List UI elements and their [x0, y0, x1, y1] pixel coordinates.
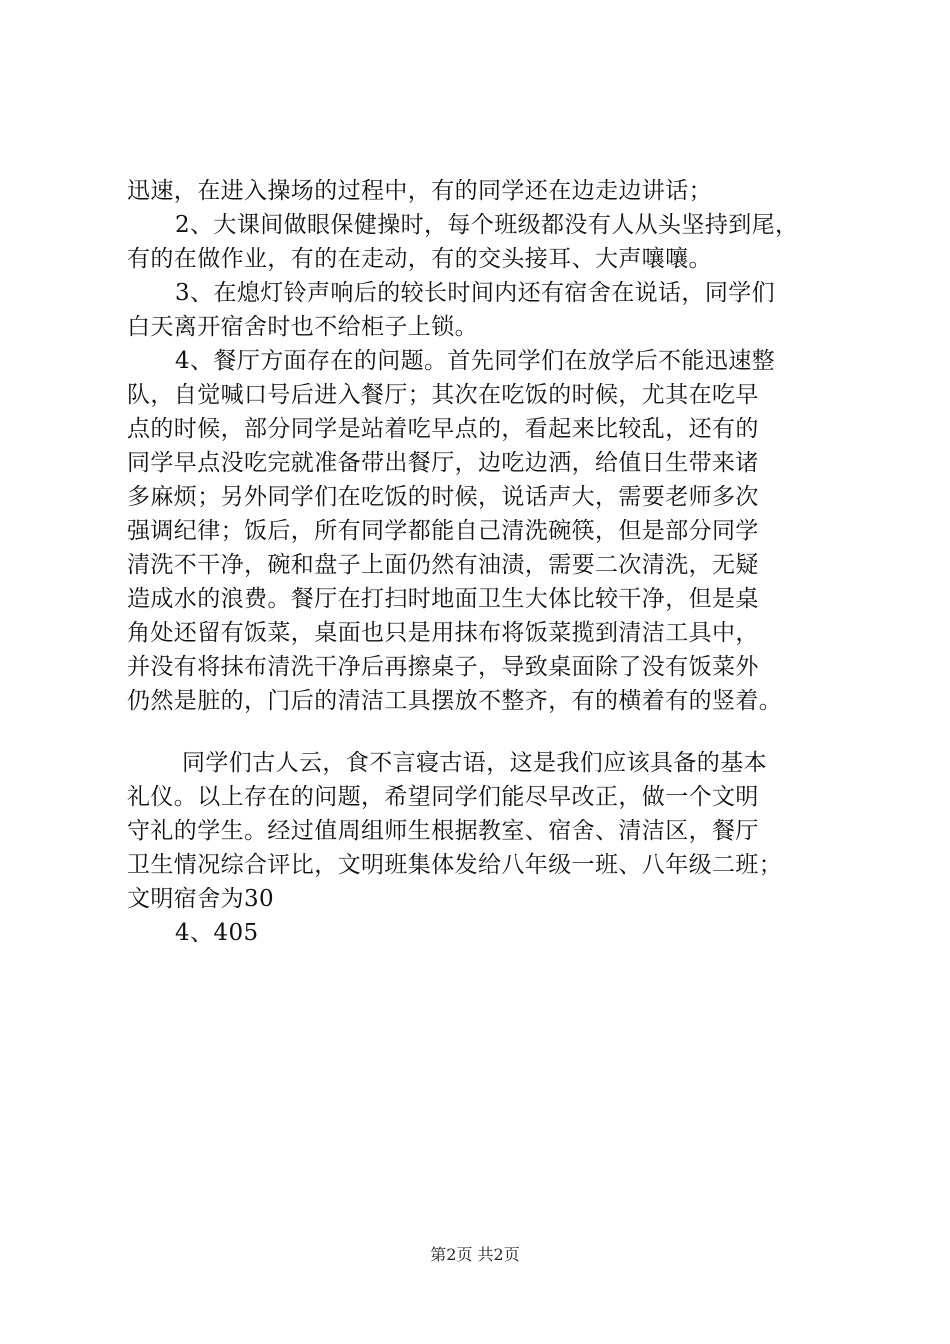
- text-line: 多麻烦；另外同学们在吃饭的时候，说话声大，需要老师多次: [127, 484, 759, 510]
- text-line: 白天离开宿舍时也不给柜子上锁。: [127, 314, 478, 340]
- text-line: 同学们古人云，食不言寝古语，这是我们应该具备的基本: [182, 750, 767, 776]
- text-line: 点的时候，部分同学是站着吃早点的，看起来比较乱，还有的: [127, 416, 759, 442]
- text-line: 角处还留有饭菜，桌面也只是用抹布将饭菜揽到清洁工具中，: [127, 620, 759, 646]
- text-line: 文明宿舍为30: [127, 886, 275, 912]
- text-line: 4、405: [175, 920, 259, 946]
- text-line: 4、餐厅方面存在的问题。首先同学们在放学后不能迅速整: [175, 348, 776, 374]
- text-line: 同学早点没吃完就准备带出餐厅，边吃边洒，给值日生带来诸: [127, 450, 759, 476]
- text-line: 队，自觉喊口号后进入餐厅；其次在吃饭的时候，尤其在吃早: [127, 382, 759, 408]
- text-line: 仍然是脏的，门后的清洁工具摆放不整齐，有的横着有的竖着。: [127, 688, 783, 714]
- text-line: 清洗不干净，碗和盘子上面仍然有油渍，需要二次清洗，无疑: [127, 552, 759, 578]
- text-line: 迅速，在进入操场的过程中，有的同学还在边走边讲话；: [127, 178, 712, 204]
- text-line: 造成水的浪费。餐厅在打扫时地面卫生大体比较干净，但是桌: [127, 586, 759, 612]
- text-line: 2、大课间做眼保健操时，每个班级都没有人从头坚持到尾，: [175, 212, 799, 238]
- page-footer: 第2页 共2页: [430, 1245, 520, 1264]
- text-line: 3、在熄灯铃声响后的较长时间内还有宿舍在说话，同学们: [175, 280, 776, 306]
- text-line: 并没有将抹布清洗干净后再擦桌子，导致桌面除了没有饭菜外: [127, 654, 759, 680]
- text-line: 有的在做作业，有的在走动，有的交头接耳、大声嚷嚷。: [127, 246, 712, 272]
- text-line: 强调纪律；饭后，所有同学都能自己清洗碗筷，但是部分同学: [127, 518, 759, 544]
- text-line: 礼仪。以上存在的问题，希望同学们能尽早改正，做一个文明: [127, 784, 759, 810]
- text-line: 守礼的学生。经过值周组师生根据教室、宿舍、清洁区，餐厅: [127, 818, 759, 844]
- text-line: 卫生情况综合评比，文明班集体发给八年级一班、八年级二班；: [127, 852, 783, 878]
